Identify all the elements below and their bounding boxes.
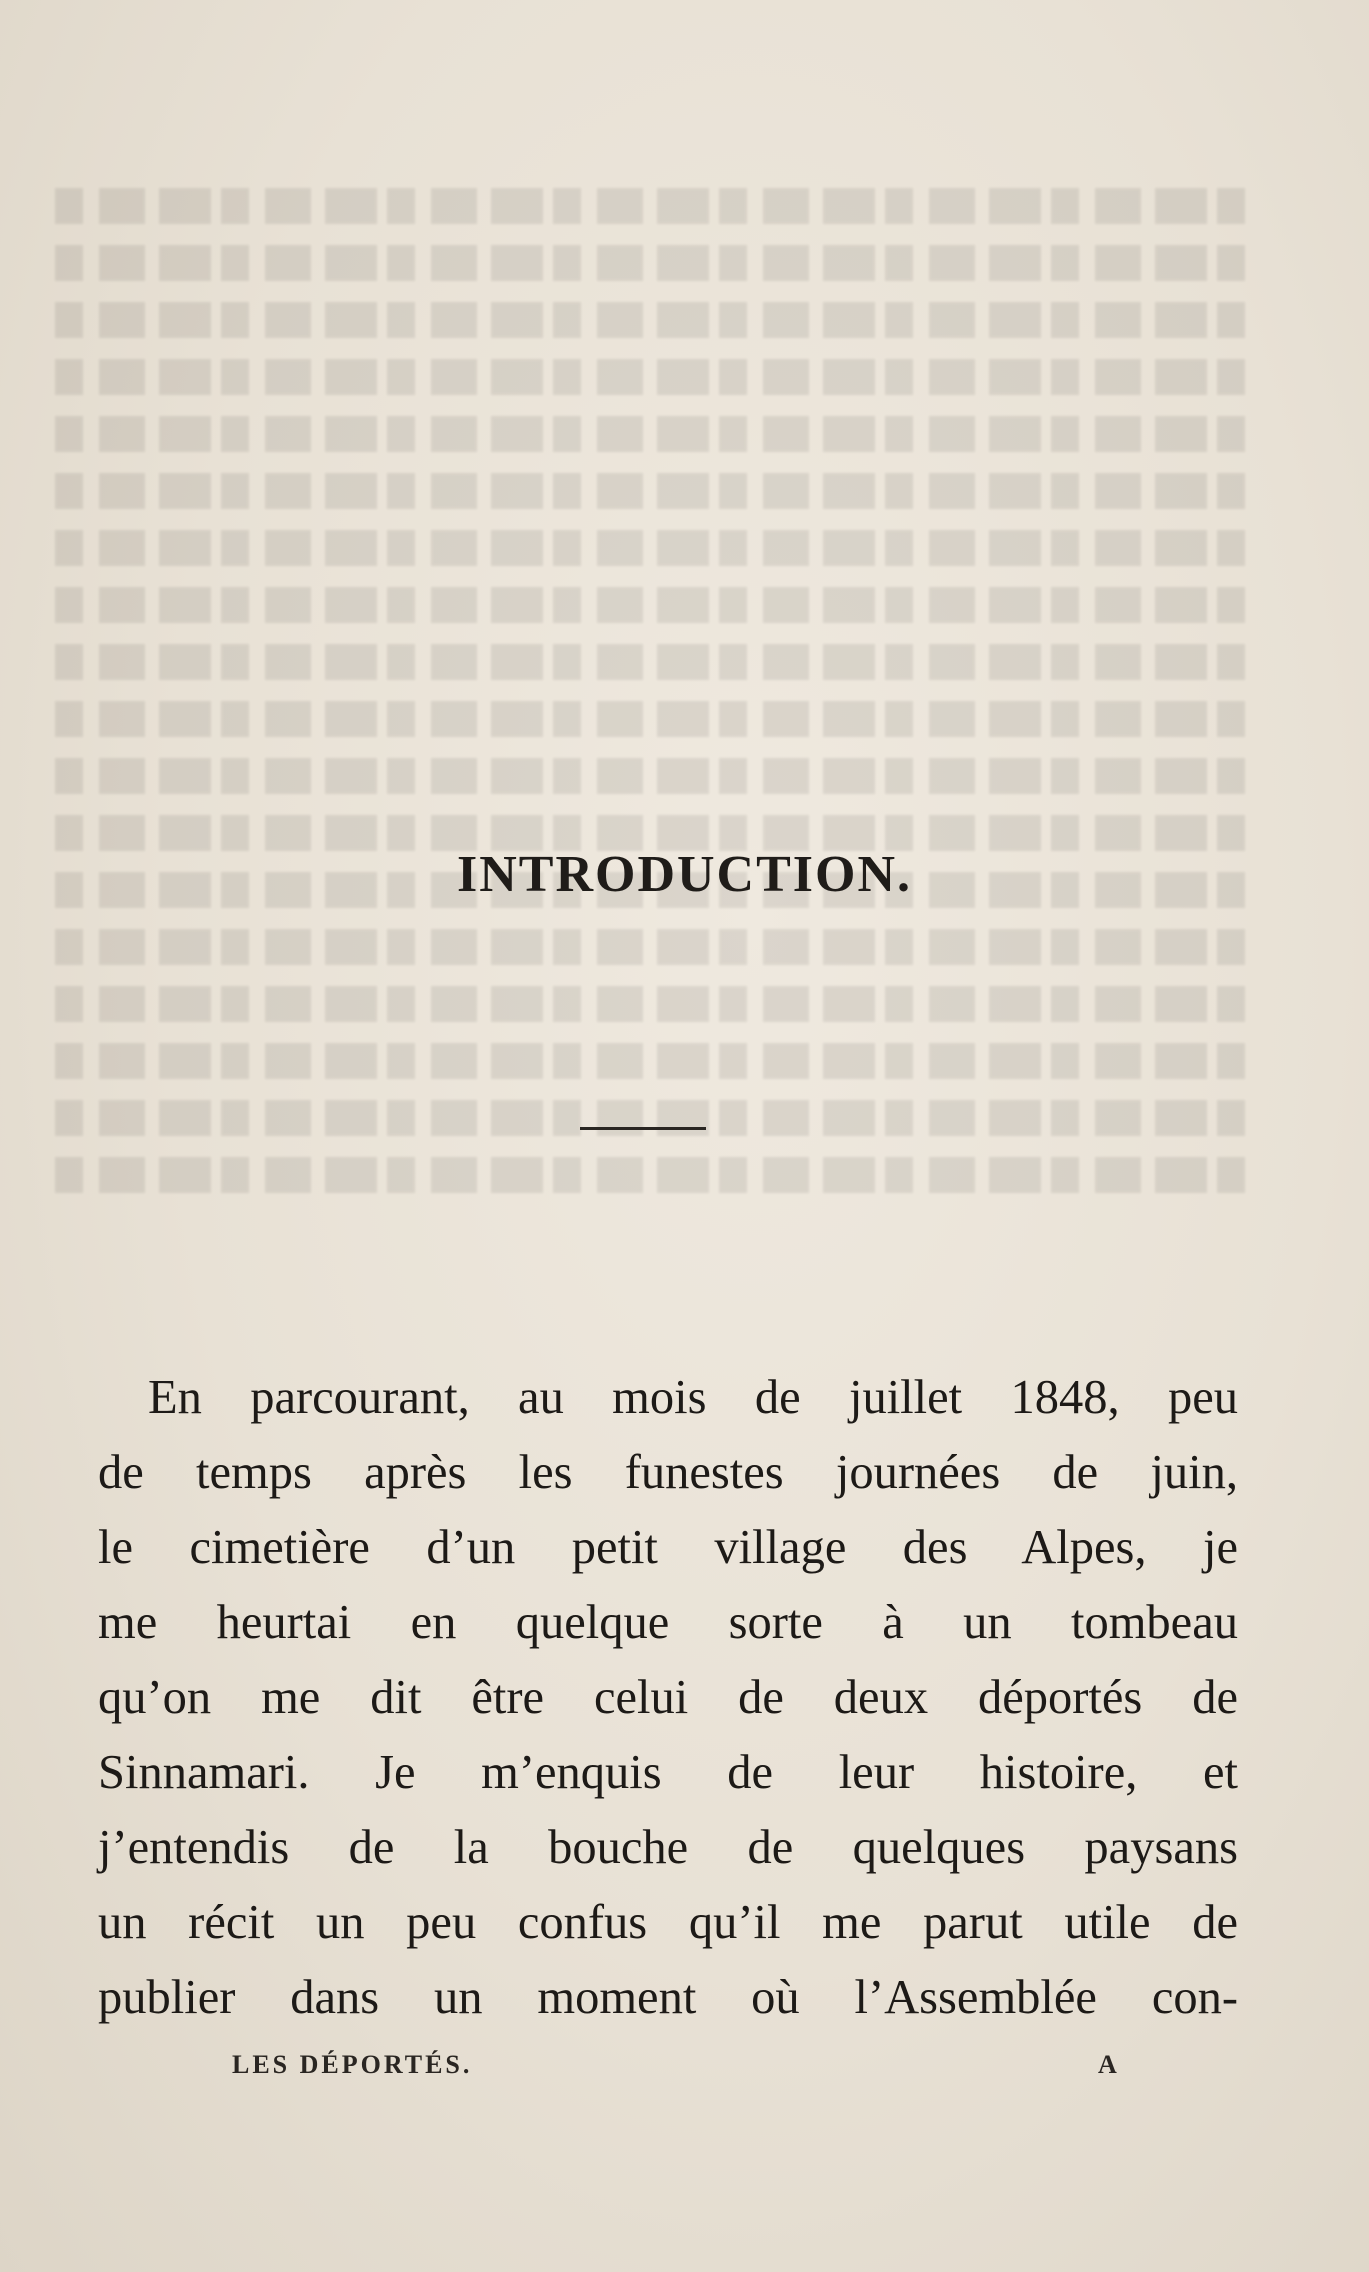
running-title: LES DÉPORTÉS.: [232, 2050, 473, 2079]
page-footer: [0, 2050, 1369, 2090]
text-line: Sinnamari. Je m’enquis de leur histoire, et: [98, 1746, 1238, 1799]
text-line: de temps après les funestes journées de juin,: [98, 1446, 1238, 1499]
text-line: qu’on me dit être celui de deux déportés de: [98, 1671, 1238, 1724]
text-line: publier dans un moment où l’Assemblée con-: [98, 1971, 1238, 2024]
chapter-title: INTRODUCTION.: [456, 846, 913, 903]
text-line: un récit un peu confus qu’il me parut utile de: [98, 1896, 1238, 1949]
text-line: le cimetière d’un petit village des Alpes, je: [98, 1521, 1238, 1574]
text-line: j’entendis de la bouche de quelques paysans: [98, 1821, 1238, 1874]
title-divider-rule: [580, 1127, 706, 1130]
body-paragraph: [98, 1360, 1238, 2035]
signature-mark: A: [1098, 2050, 1120, 2079]
text-line: me heurtai en quelque sorte à un tombeau: [98, 1596, 1238, 1649]
text-line: En parcourant, au mois de juillet 1848, peu: [148, 1371, 1238, 1424]
